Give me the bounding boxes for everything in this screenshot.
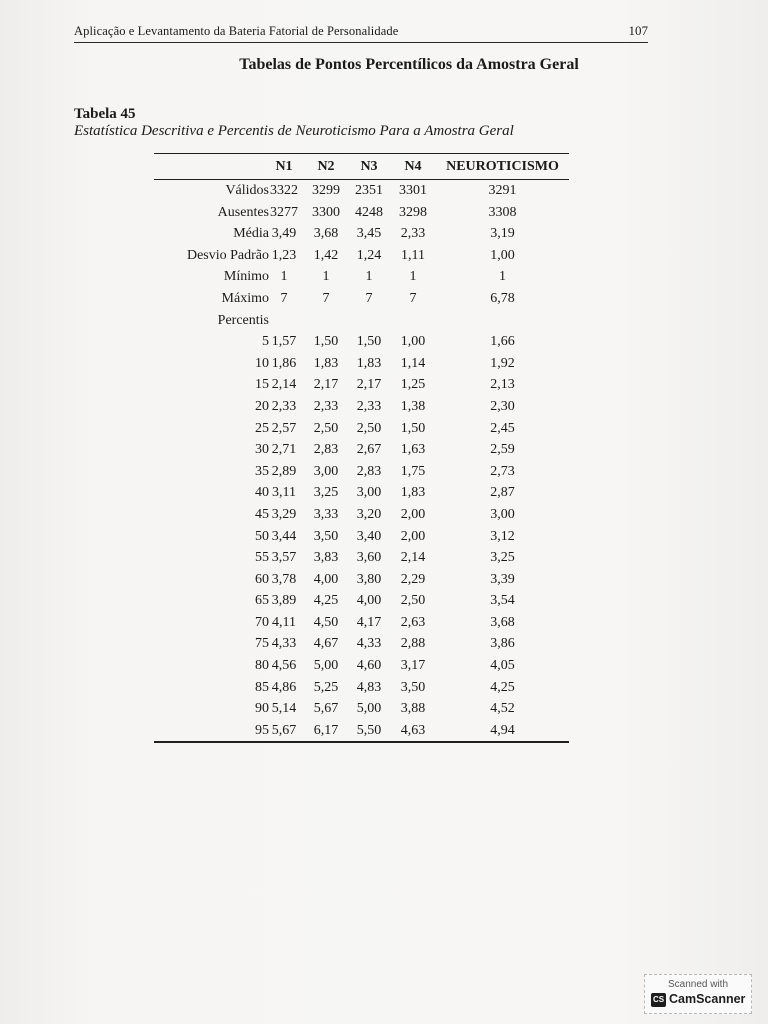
table-row xyxy=(154,202,569,224)
cell-n2: 3,68 xyxy=(313,226,339,242)
cell-n3: 2,17 xyxy=(356,377,382,393)
column-header-n2: N2 xyxy=(317,159,335,174)
section-title: Tabelas de Pontos Percentílicos da Amostra Geral xyxy=(239,56,579,73)
row-label: 10 xyxy=(255,355,269,371)
cell-neuroticismo: 6,78 xyxy=(490,290,515,306)
row-label: 85 xyxy=(255,679,269,695)
cell-n2: 1,83 xyxy=(313,355,339,371)
table-row xyxy=(154,223,569,245)
cell-neuroticismo: 2,30 xyxy=(490,398,515,414)
column-header-n3: N3 xyxy=(360,159,378,174)
cell-n2: 4,00 xyxy=(313,571,339,587)
cell-n2: 3,33 xyxy=(313,506,339,522)
cell-n3: 5,00 xyxy=(356,701,382,717)
cell-n1: 1 xyxy=(280,269,288,285)
row-label: 25 xyxy=(255,420,269,436)
cell-n3: 7 xyxy=(365,290,373,306)
table-label: Tabela 45 xyxy=(74,106,136,122)
camscanner-badge xyxy=(644,974,752,1014)
cell-neuroticismo: 1,66 xyxy=(490,334,515,350)
cell-n3: 4,33 xyxy=(356,636,382,652)
column-header-n4: N4 xyxy=(404,159,422,174)
cell-neuroticismo: 4,52 xyxy=(490,701,515,717)
cell-n1: 3,11 xyxy=(272,485,296,501)
cell-n4: 2,00 xyxy=(400,506,426,522)
row-label: 5 xyxy=(262,334,269,350)
cell-n4: 1,14 xyxy=(400,355,426,371)
cell-n4: 7 xyxy=(409,290,417,306)
cell-neuroticismo: 2,13 xyxy=(490,377,515,393)
cell-n1: 3,29 xyxy=(271,506,297,522)
cell-n4: 2,33 xyxy=(400,226,426,242)
cell-n3: 1,24 xyxy=(356,247,382,263)
cell-n3: 3,45 xyxy=(356,226,382,242)
table-row xyxy=(154,439,569,461)
cell-n2: 1,42 xyxy=(313,247,339,263)
cell-n4: 3,17 xyxy=(400,658,426,674)
row-label: 45 xyxy=(255,506,269,522)
table-row xyxy=(154,245,569,267)
cell-n1: 3,57 xyxy=(271,550,297,566)
cell-n4: 1,38 xyxy=(400,398,426,414)
cell-neuroticismo: 1,00 xyxy=(490,247,515,263)
cell-n3: 2351 xyxy=(355,183,383,198)
cell-neuroticismo: 3,19 xyxy=(490,226,515,242)
cell-n2: 4,50 xyxy=(313,614,339,630)
cell-n3: 5,50 xyxy=(356,722,382,738)
cell-n3: 2,67 xyxy=(356,442,382,458)
cell-n3: 1,83 xyxy=(356,355,382,371)
cell-n2: 2,50 xyxy=(313,420,339,436)
table-row xyxy=(154,633,569,655)
cell-neuroticismo: 2,45 xyxy=(490,420,515,436)
cell-n3: 3,80 xyxy=(356,571,382,587)
cell-n1: 3,49 xyxy=(271,226,297,242)
table-row xyxy=(154,504,569,526)
cell-n3: 1,50 xyxy=(356,334,382,350)
column-header-n1: N1 xyxy=(275,159,293,174)
row-label: Mínimo xyxy=(223,269,269,285)
cell-n2: 5,67 xyxy=(313,701,339,717)
cell-n2: 3299 xyxy=(312,183,340,198)
table-caption: Estatística Descritiva e Percentis de Neuroticismo Para a Amostra Geral xyxy=(74,123,514,139)
cell-n1: 1,57 xyxy=(271,334,297,350)
cell-n1: 2,71 xyxy=(271,442,297,458)
row-label: Desvio Padrão xyxy=(186,247,269,263)
table-row xyxy=(154,374,569,396)
row-label: 65 xyxy=(255,593,269,609)
cell-neuroticismo: 1,92 xyxy=(490,355,515,371)
table-row xyxy=(154,353,569,375)
cell-neuroticismo: 3,25 xyxy=(490,550,515,566)
cell-n4: 1,00 xyxy=(400,334,426,350)
row-label: 60 xyxy=(255,571,269,587)
table-row xyxy=(154,482,569,504)
cell-neuroticismo: 3,86 xyxy=(490,636,515,652)
cell-n4: 1,63 xyxy=(400,442,426,458)
cell-n3: 3,40 xyxy=(356,528,382,544)
row-label: 70 xyxy=(255,614,269,630)
cell-n4: 1,75 xyxy=(400,463,426,479)
cell-n2: 3,83 xyxy=(313,550,339,566)
row-label: 50 xyxy=(255,528,269,544)
cell-n1: 4,33 xyxy=(271,636,297,652)
scanned-with-text: Scanned with xyxy=(667,979,729,990)
cell-n1: 1,86 xyxy=(271,355,297,371)
cell-n4: 3301 xyxy=(399,183,427,198)
cell-n2: 3300 xyxy=(312,204,340,220)
cell-n2: 5,25 xyxy=(313,679,339,695)
cell-n4: 2,14 xyxy=(400,550,426,566)
row-label: Ausentes xyxy=(217,204,269,220)
cell-n4: 2,50 xyxy=(400,593,426,609)
cell-n1: 3,44 xyxy=(271,528,297,544)
cell-n1: 3277 xyxy=(270,204,298,220)
cell-n3: 4,17 xyxy=(356,614,382,630)
cell-n3: 3,00 xyxy=(356,485,382,501)
cell-n4: 1,11 xyxy=(401,247,425,263)
table-row xyxy=(154,698,569,720)
row-label: 30 xyxy=(255,442,269,458)
cell-n1: 4,11 xyxy=(272,614,296,630)
table-row xyxy=(154,288,569,310)
cell-n1: 2,33 xyxy=(271,398,297,414)
cell-n1: 5,67 xyxy=(271,722,297,738)
cell-n3: 3,20 xyxy=(356,506,382,522)
row-label: Máximo xyxy=(221,290,269,306)
table-body xyxy=(154,180,569,741)
cell-n1: 4,56 xyxy=(271,658,297,674)
cell-n2: 4,67 xyxy=(313,636,339,652)
cell-n1: 3322 xyxy=(270,183,298,198)
cell-n3: 4,60 xyxy=(356,658,382,674)
row-label: 20 xyxy=(255,398,269,414)
table-row xyxy=(154,720,569,742)
cell-neuroticismo: 3,00 xyxy=(490,506,515,522)
row-label: 35 xyxy=(255,463,269,479)
row-label: 40 xyxy=(255,485,269,501)
cell-n4: 2,63 xyxy=(400,614,426,630)
cell-n4: 2,00 xyxy=(400,528,426,544)
cell-neuroticismo: 4,25 xyxy=(490,679,515,695)
row-label: 75 xyxy=(255,636,269,652)
page-number: 107 xyxy=(628,23,648,38)
table-row xyxy=(154,612,569,634)
cell-neuroticismo: 1 xyxy=(499,269,506,285)
cell-n4: 1,83 xyxy=(400,485,426,501)
cell-n4: 2,29 xyxy=(400,571,426,587)
table-row xyxy=(154,331,569,353)
cell-n1: 3,78 xyxy=(271,571,297,587)
table-header-row xyxy=(154,154,569,180)
table-row xyxy=(154,677,569,699)
cell-neuroticismo: 4,94 xyxy=(490,722,515,738)
cell-n4: 4,63 xyxy=(400,722,426,738)
cell-n2: 4,25 xyxy=(313,593,339,609)
cell-n3: 4,00 xyxy=(356,593,382,609)
cell-n4: 3,88 xyxy=(400,701,426,717)
cell-n2: 3,00 xyxy=(313,463,339,479)
table-row xyxy=(154,461,569,483)
table-row xyxy=(154,547,569,569)
row-label: 55 xyxy=(255,550,269,566)
cell-n3: 2,83 xyxy=(356,463,382,479)
row-label: 90 xyxy=(255,701,269,717)
cell-n4: 1,25 xyxy=(400,377,426,393)
cell-n4: 1 xyxy=(409,269,417,285)
cell-neuroticismo: 3308 xyxy=(488,204,517,220)
column-header-neuroticismo: NEUROTICISMO xyxy=(446,159,559,174)
cell-n2: 1 xyxy=(322,269,330,285)
cell-n1: 2,89 xyxy=(271,463,297,479)
camscanner-brand: CamScanner xyxy=(669,992,746,1006)
statistics-table xyxy=(154,153,569,743)
table-row xyxy=(154,569,569,591)
cell-n1: 2,57 xyxy=(271,420,297,436)
row-label: 95 xyxy=(255,722,269,738)
cell-n2: 2,17 xyxy=(313,377,339,393)
cell-n3: 2,50 xyxy=(356,420,382,436)
cell-n1: 2,14 xyxy=(271,377,297,393)
cell-n3: 3,60 xyxy=(356,550,382,566)
cell-n1: 4,86 xyxy=(271,679,297,695)
row-label: Percentis xyxy=(217,312,269,328)
cell-n2: 3,25 xyxy=(313,485,339,501)
cell-n4: 3,50 xyxy=(400,679,426,695)
cell-n2: 5,00 xyxy=(313,658,339,674)
cell-neuroticismo: 3,12 xyxy=(490,528,515,544)
row-label: Média xyxy=(233,226,269,242)
cell-n1: 7 xyxy=(280,290,288,306)
cell-n2: 3,50 xyxy=(313,528,339,544)
table-row xyxy=(154,266,569,288)
cell-neuroticismo: 3,39 xyxy=(490,571,515,587)
cell-n3: 1 xyxy=(365,269,373,285)
cell-neuroticismo: 2,59 xyxy=(490,442,515,458)
cell-n2: 2,33 xyxy=(313,398,339,414)
running-title: Aplicação e Levantamento da Bateria Fatorial de Personalidade xyxy=(74,24,399,38)
cell-neuroticismo: 4,05 xyxy=(490,658,515,674)
cell-n2: 7 xyxy=(322,290,330,306)
cell-neuroticismo: 3,68 xyxy=(490,614,515,630)
cell-n2: 6,17 xyxy=(313,722,339,738)
cell-n2: 2,83 xyxy=(313,442,339,458)
camscanner-logo-icon: CS xyxy=(651,993,666,1007)
cell-neuroticismo: 2,87 xyxy=(490,485,515,501)
cell-n4: 3298 xyxy=(399,204,427,220)
table-row xyxy=(154,418,569,440)
cell-neuroticismo: 3,54 xyxy=(490,593,515,609)
cell-neuroticismo: 2,73 xyxy=(490,463,515,479)
table-row xyxy=(154,655,569,677)
cell-n3: 4,83 xyxy=(356,679,382,695)
cell-n2: 1,50 xyxy=(313,334,339,350)
row-label: Válidos xyxy=(225,183,269,198)
cell-n1: 1,23 xyxy=(271,247,297,263)
row-label: 15 xyxy=(255,377,269,393)
cell-n3: 4248 xyxy=(355,204,383,220)
table-row xyxy=(154,526,569,548)
row-label: 80 xyxy=(255,658,269,674)
running-header xyxy=(74,22,648,43)
cell-n3: 2,33 xyxy=(356,398,382,414)
table-row xyxy=(154,396,569,418)
table-row xyxy=(154,180,569,202)
cell-n4: 1,50 xyxy=(400,420,426,436)
cell-n1: 3,89 xyxy=(271,593,297,609)
cell-n4: 2,88 xyxy=(400,636,426,652)
table-row xyxy=(154,310,569,332)
table-row xyxy=(154,590,569,612)
cell-neuroticismo: 3291 xyxy=(488,183,517,198)
cell-n1: 5,14 xyxy=(271,701,297,717)
